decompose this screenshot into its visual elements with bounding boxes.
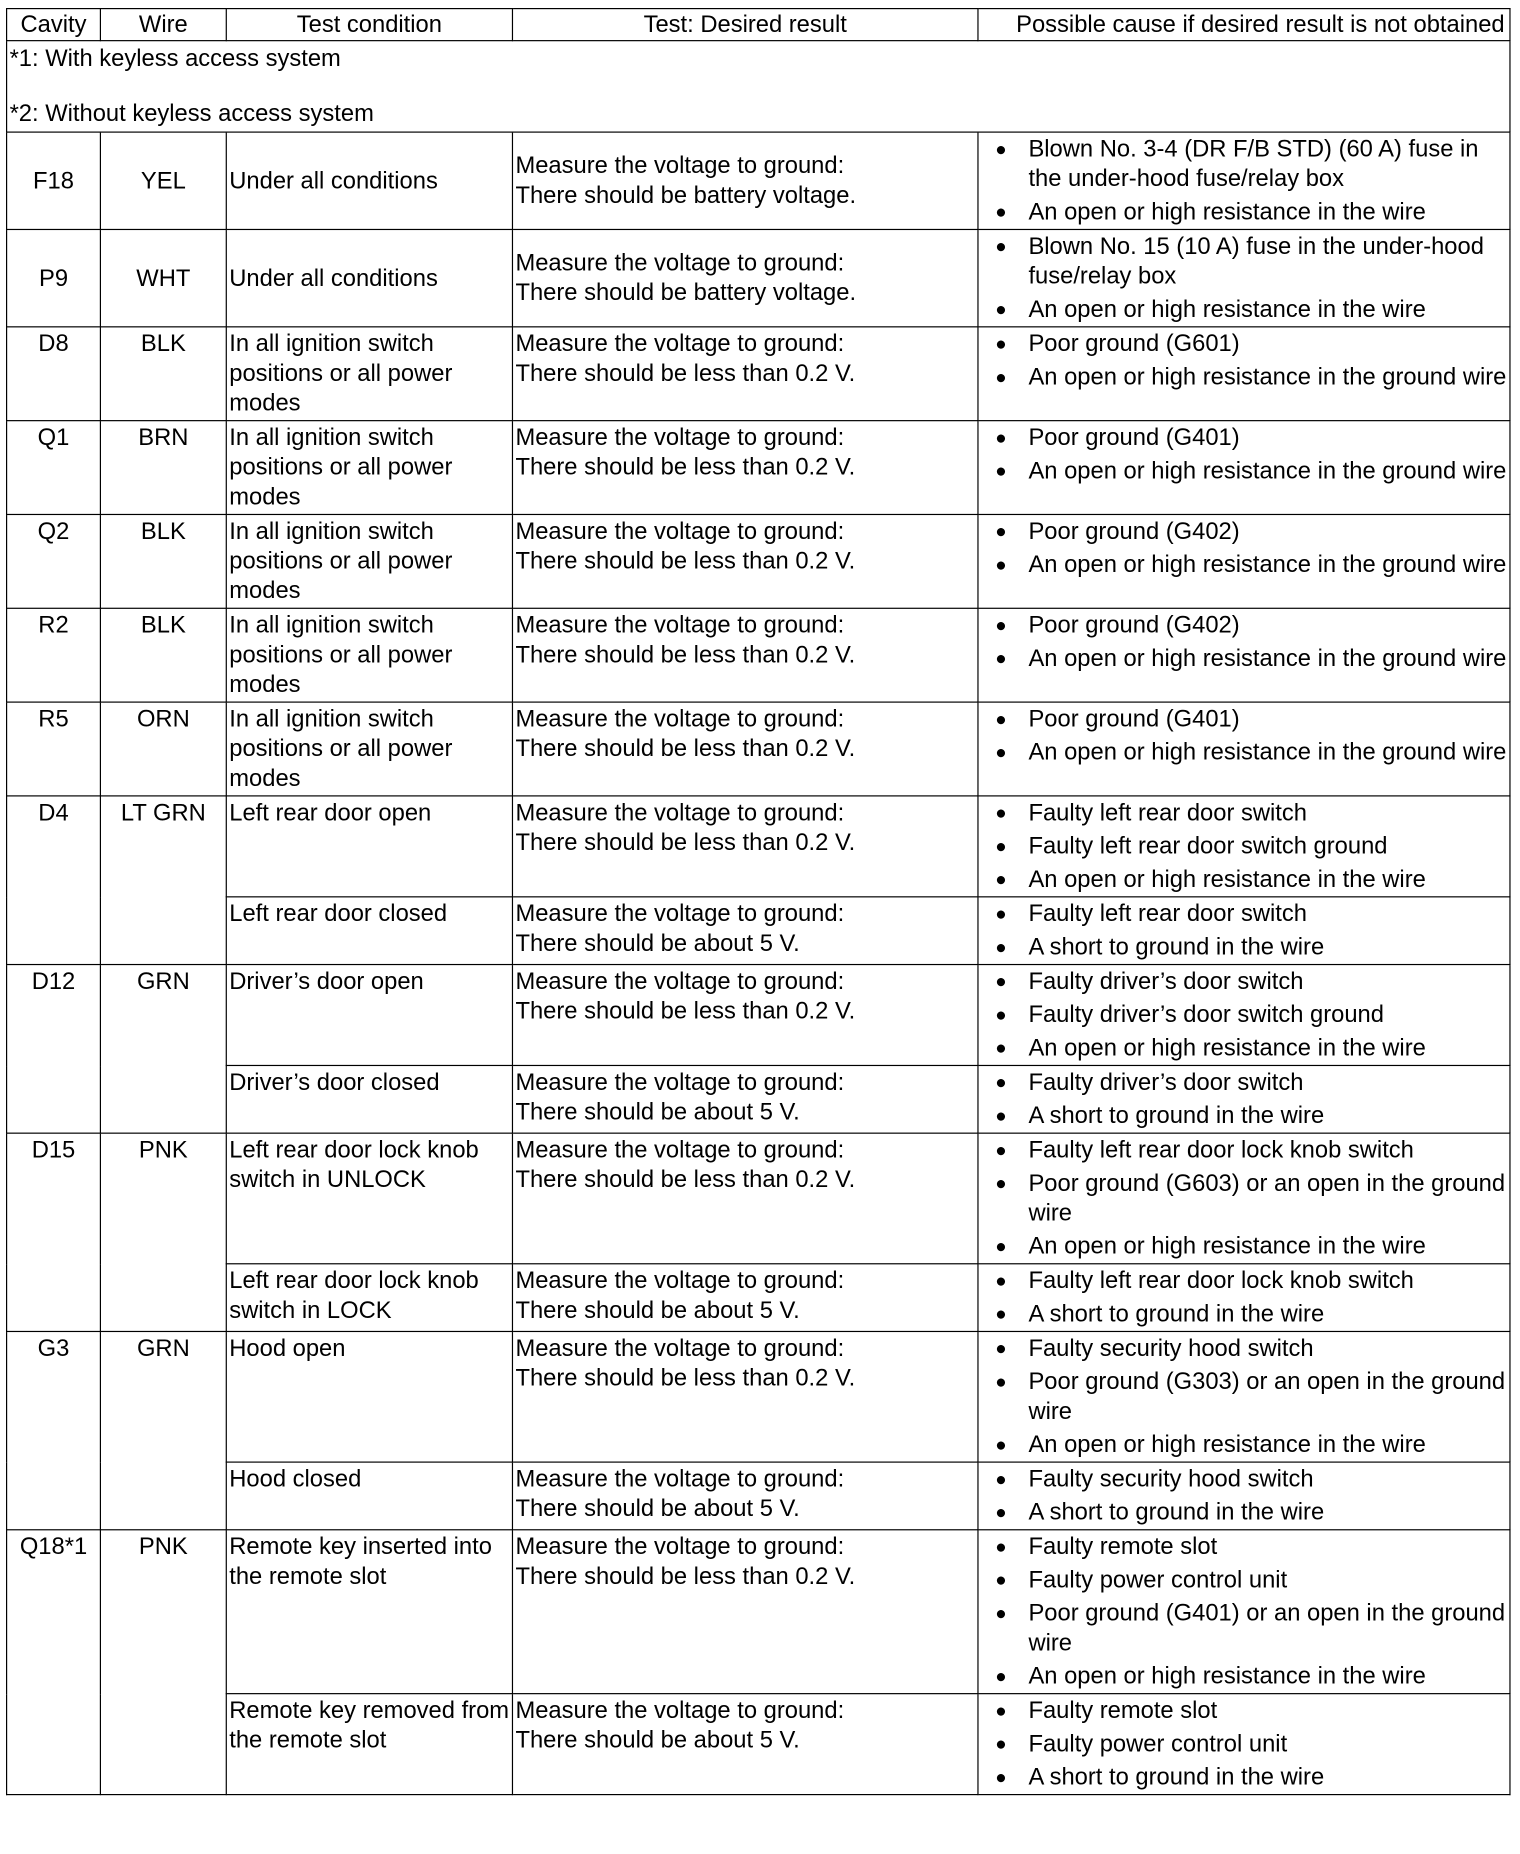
result-line-1: Measure the voltage to ground: bbox=[515, 1267, 845, 1295]
cause-list bbox=[981, 968, 1507, 1064]
condition-cell: Hood closed bbox=[226, 1462, 512, 1530]
result-cell bbox=[512, 1462, 978, 1530]
notes-cell bbox=[7, 41, 1510, 132]
result-line-1: Measure the voltage to ground: bbox=[515, 331, 845, 358]
cavity-cell: D12 bbox=[7, 965, 101, 1134]
condition-cell: In all ignition switch positions or all power modes bbox=[226, 421, 512, 515]
cause-item: ● Faulty left rear door switch bbox=[981, 799, 1507, 829]
result-line-2: There should be battery voltage. bbox=[515, 182, 857, 209]
cause-list bbox=[981, 900, 1507, 963]
table-row bbox=[7, 1694, 1510, 1795]
table-row bbox=[7, 1133, 1510, 1264]
cause-item: ● An open or high resistance in the wire bbox=[981, 865, 1507, 895]
cause-cell bbox=[978, 965, 1510, 1066]
cause-item: ● Blown No. 3-4 (DR F/B STD) (60 A) fuse in the under-hood fuse/relay box bbox=[981, 135, 1507, 194]
table-row bbox=[7, 514, 1510, 608]
cause-list bbox=[981, 611, 1507, 674]
note-no-keyless: *2: Without keyless access system bbox=[9, 100, 374, 127]
header-test-condition: Test condition bbox=[226, 9, 512, 41]
result-line-2: There should be less than 0.2 V. bbox=[515, 642, 856, 669]
cause-item: ● Faulty security hood switch bbox=[981, 1465, 1507, 1495]
result-line-2: There should be about 5 V. bbox=[515, 930, 800, 957]
result-line-1: Measure the voltage to ground: bbox=[515, 968, 845, 995]
condition-cell: Under all conditions bbox=[226, 229, 512, 326]
result-line-2: There should be about 5 V. bbox=[515, 1727, 800, 1754]
result-cell bbox=[512, 796, 978, 897]
cavity-cell: Q2 bbox=[7, 514, 101, 608]
result-line-2: There should be less than 0.2 V. bbox=[515, 548, 856, 575]
condition-cell: In all ignition switch positions or all power modes bbox=[226, 327, 512, 421]
result-line-2: There should be less than 0.2 V. bbox=[515, 735, 856, 763]
cause-list bbox=[981, 135, 1507, 228]
condition-cell: In all ignition switch positions or all power modes bbox=[226, 514, 512, 608]
cause-item: ● An open or high resistance in the wire bbox=[981, 1232, 1507, 1262]
cause-item: ● A short to ground in the wire bbox=[981, 1300, 1507, 1330]
wire-cell: PNK bbox=[100, 1133, 226, 1331]
table-row bbox=[7, 702, 1510, 796]
cause-item: ● Poor ground (G401) or an open in the ground wire bbox=[981, 1599, 1507, 1658]
cause-item: ● Blown No. 15 (10 A) fuse in the under-hood fuse/relay box bbox=[981, 232, 1507, 291]
result-cell bbox=[512, 1264, 978, 1332]
wire-cell: YEL bbox=[100, 132, 226, 229]
result-line-2: There should be battery voltage. bbox=[515, 279, 857, 307]
result-line-2: There should be less than 0.2 V. bbox=[515, 829, 856, 856]
cause-list bbox=[981, 1136, 1507, 1262]
result-cell bbox=[512, 608, 978, 702]
cause-list bbox=[981, 1334, 1507, 1460]
cause-cell bbox=[978, 1530, 1510, 1694]
cause-item: ● An open or high resistance in the ground wire bbox=[981, 551, 1507, 581]
result-line-1: Measure the voltage to ground: bbox=[515, 1137, 845, 1164]
cause-item: ● An open or high resistance in the wire bbox=[981, 1662, 1507, 1692]
cavity-cell: P9 bbox=[7, 229, 101, 326]
condition-cell: In all ignition switch positions or all power modes bbox=[226, 608, 512, 702]
result-cell bbox=[512, 702, 978, 796]
cause-cell bbox=[978, 1694, 1510, 1795]
cavity-cell: Q18*1 bbox=[7, 1530, 101, 1795]
result-line-1: Measure the voltage to ground: bbox=[515, 706, 845, 733]
condition-cell: Under all conditions bbox=[226, 132, 512, 229]
condition-cell: Remote key inserted into the remote slot bbox=[226, 1530, 512, 1694]
cause-cell bbox=[978, 702, 1510, 796]
cavity-cell: G3 bbox=[7, 1331, 101, 1529]
cause-item: ● Poor ground (G402) bbox=[981, 611, 1507, 641]
cause-cell bbox=[978, 421, 1510, 515]
cavity-cell: D15 bbox=[7, 1133, 101, 1331]
table-row bbox=[7, 229, 1510, 326]
wire-cell: GRN bbox=[100, 965, 226, 1134]
cause-item: ● A short to ground in the wire bbox=[981, 1763, 1507, 1793]
table-row bbox=[7, 1065, 1510, 1133]
wire-cell: PNK bbox=[100, 1530, 226, 1795]
table-row bbox=[7, 1462, 1510, 1530]
result-cell bbox=[512, 897, 978, 965]
cause-item: ● An open or high resistance in the wire bbox=[981, 198, 1507, 228]
wire-cell: LT GRN bbox=[100, 796, 226, 965]
result-line-2: There should be less than 0.2 V. bbox=[515, 1167, 856, 1194]
cause-cell bbox=[978, 229, 1510, 326]
result-line-1: Measure the voltage to ground: bbox=[515, 518, 845, 545]
result-cell bbox=[512, 1065, 978, 1133]
cause-cell bbox=[978, 132, 1510, 229]
table-row bbox=[7, 327, 1510, 421]
cause-list bbox=[981, 1465, 1507, 1528]
cause-item: ● Faulty security hood switch bbox=[981, 1334, 1507, 1364]
cause-item: ● Faulty remote slot bbox=[981, 1697, 1507, 1727]
cavity-cell: R2 bbox=[7, 608, 101, 702]
wire-cell: ORN bbox=[100, 702, 226, 796]
cavity-cell: Q1 bbox=[7, 421, 101, 515]
cause-item: ● Faulty left rear door switch ground bbox=[981, 832, 1507, 862]
wire-cell: BLK bbox=[100, 608, 226, 702]
cause-list bbox=[981, 705, 1507, 768]
result-cell bbox=[512, 1133, 978, 1264]
result-cell bbox=[512, 1694, 978, 1795]
result-line-1: Measure the voltage to ground: bbox=[515, 800, 845, 827]
condition-cell: Hood open bbox=[226, 1331, 512, 1462]
cause-item: ● An open or high resistance in the wire bbox=[981, 295, 1507, 325]
condition-cell: In all ignition switch positions or all power modes bbox=[226, 702, 512, 796]
result-cell bbox=[512, 327, 978, 421]
cause-list bbox=[981, 1697, 1507, 1793]
cause-cell bbox=[978, 1264, 1510, 1332]
result-cell bbox=[512, 1331, 978, 1462]
table-row bbox=[7, 1331, 1510, 1462]
condition-cell: Driver’s door open bbox=[226, 965, 512, 1066]
cause-item: ● Faulty remote slot bbox=[981, 1533, 1507, 1563]
cause-item: ● An open or high resistance in the wire bbox=[981, 1431, 1507, 1461]
cause-cell bbox=[978, 1065, 1510, 1133]
note-keyless: *1: With keyless access system bbox=[9, 46, 341, 73]
result-line-1: Measure the voltage to ground: bbox=[515, 424, 845, 451]
cause-item: ● An open or high resistance in the ground wire bbox=[981, 457, 1507, 487]
result-cell bbox=[512, 132, 978, 229]
table-row bbox=[7, 421, 1510, 515]
table-row bbox=[7, 796, 1510, 897]
result-line-1: Measure the voltage to ground: bbox=[515, 1533, 845, 1561]
cause-item: ● Poor ground (G401) bbox=[981, 424, 1507, 454]
result-line-1: Measure the voltage to ground: bbox=[515, 250, 845, 277]
cause-item: ● Faulty driver’s door switch bbox=[981, 1068, 1507, 1098]
table-row bbox=[7, 1264, 1510, 1332]
result-line-2: There should be less than 0.2 V. bbox=[515, 998, 856, 1025]
wire-cell: BLK bbox=[100, 327, 226, 421]
wire-cell: BRN bbox=[100, 421, 226, 515]
connector-test-table bbox=[6, 8, 1511, 1795]
cause-item: ● A short to ground in the wire bbox=[981, 933, 1507, 963]
cause-item: ● Faulty left rear door switch bbox=[981, 900, 1507, 930]
header-row bbox=[7, 9, 1510, 41]
condition-cell: Left rear door lock knob switch in LOCK bbox=[226, 1264, 512, 1332]
header-desired-result: Test: Desired result bbox=[512, 9, 978, 41]
table-row bbox=[7, 1530, 1510, 1694]
table-row bbox=[7, 897, 1510, 965]
result-line-2: There should be less than 0.2 V. bbox=[515, 1365, 856, 1392]
wire-cell: WHT bbox=[100, 229, 226, 326]
result-line-2: There should be about 5 V. bbox=[515, 1495, 800, 1523]
condition-cell: Remote key removed from the remote slot bbox=[226, 1694, 512, 1795]
cause-item: ● Poor ground (G402) bbox=[981, 517, 1507, 547]
cause-item: ● Poor ground (G601) bbox=[981, 330, 1507, 360]
result-line-2: There should be less than 0.2 V. bbox=[515, 1563, 856, 1590]
result-line-1: Measure the voltage to ground: bbox=[515, 1466, 845, 1493]
cause-item: ● Faulty left rear door lock knob switch bbox=[981, 1136, 1507, 1166]
cause-list bbox=[981, 799, 1507, 895]
header-wire: Wire bbox=[100, 9, 226, 41]
result-line-1: Measure the voltage to ground: bbox=[515, 1335, 845, 1362]
cause-cell bbox=[978, 1331, 1510, 1462]
cause-list bbox=[981, 1533, 1507, 1692]
cause-cell bbox=[978, 1462, 1510, 1530]
cause-item: ● Faulty driver’s door switch bbox=[981, 968, 1507, 998]
result-cell bbox=[512, 965, 978, 1066]
result-line-2: There should be about 5 V. bbox=[515, 1099, 800, 1126]
cause-cell bbox=[978, 897, 1510, 965]
result-cell bbox=[512, 421, 978, 515]
cause-item: ● Faulty driver’s door switch ground bbox=[981, 1001, 1507, 1031]
condition-cell: Left rear door open bbox=[226, 796, 512, 897]
cavity-cell: R5 bbox=[7, 702, 101, 796]
cause-list bbox=[981, 330, 1507, 393]
result-line-2: There should be less than 0.2 V. bbox=[515, 360, 856, 387]
cause-item: ● A short to ground in the wire bbox=[981, 1102, 1507, 1132]
cause-item: ● Poor ground (G401) bbox=[981, 705, 1507, 735]
wire-cell: BLK bbox=[100, 514, 226, 608]
result-line-1: Measure the voltage to ground: bbox=[515, 612, 845, 639]
cause-list bbox=[981, 232, 1507, 325]
header-cavity: Cavity bbox=[7, 9, 101, 41]
cause-item: ● Poor ground (G603) or an open in the ground wire bbox=[981, 1169, 1507, 1228]
cause-list bbox=[981, 517, 1507, 580]
cause-item: ● Faulty left rear door lock knob switch bbox=[981, 1267, 1507, 1297]
condition-cell: Driver’s door closed bbox=[226, 1065, 512, 1133]
result-line-1: Measure the voltage to ground: bbox=[515, 1697, 845, 1724]
condition-cell: Left rear door closed bbox=[226, 897, 512, 965]
result-line-2: There should be less than 0.2 V. bbox=[515, 454, 856, 481]
cause-cell bbox=[978, 608, 1510, 702]
result-line-2: There should be about 5 V. bbox=[515, 1297, 800, 1324]
cause-list bbox=[981, 1068, 1507, 1131]
cause-item: ● An open or high resistance in the ground wire bbox=[981, 738, 1507, 768]
document bbox=[6, 8, 1511, 1795]
cause-cell bbox=[978, 1133, 1510, 1264]
cause-cell bbox=[978, 327, 1510, 421]
cause-item: ● A short to ground in the wire bbox=[981, 1498, 1507, 1528]
cause-item: ● Poor ground (G303) or an open in the ground wire bbox=[981, 1368, 1507, 1427]
table-row bbox=[7, 608, 1510, 702]
cause-item: ● An open or high resistance in the wire bbox=[981, 1034, 1507, 1064]
wire-cell: GRN bbox=[100, 1331, 226, 1529]
cavity-cell: D4 bbox=[7, 796, 101, 965]
result-line-1: Measure the voltage to ground: bbox=[515, 1069, 845, 1096]
result-line-1: Measure the voltage to ground: bbox=[515, 152, 845, 179]
cause-list bbox=[981, 424, 1507, 487]
result-cell bbox=[512, 229, 978, 326]
cause-item: ● Faulty power control unit bbox=[981, 1730, 1507, 1760]
cause-item: ● An open or high resistance in the ground wire bbox=[981, 363, 1507, 393]
table-row bbox=[7, 132, 1510, 229]
cause-list bbox=[981, 1267, 1507, 1330]
cause-item: ● Faulty power control unit bbox=[981, 1566, 1507, 1596]
table-row bbox=[7, 965, 1510, 1066]
result-cell bbox=[512, 514, 978, 608]
header-possible-cause: Possible cause if desired result is not obtained bbox=[978, 9, 1510, 41]
cause-cell bbox=[978, 514, 1510, 608]
result-cell bbox=[512, 1530, 978, 1694]
cavity-cell: D8 bbox=[7, 327, 101, 421]
cavity-cell: F18 bbox=[7, 132, 101, 229]
condition-cell: Left rear door lock knob switch in UNLOCK bbox=[226, 1133, 512, 1264]
cause-item: ● An open or high resistance in the ground wire bbox=[981, 645, 1507, 675]
cause-cell bbox=[978, 796, 1510, 897]
notes-row bbox=[7, 41, 1510, 132]
result-line-1: Measure the voltage to ground: bbox=[515, 901, 845, 928]
